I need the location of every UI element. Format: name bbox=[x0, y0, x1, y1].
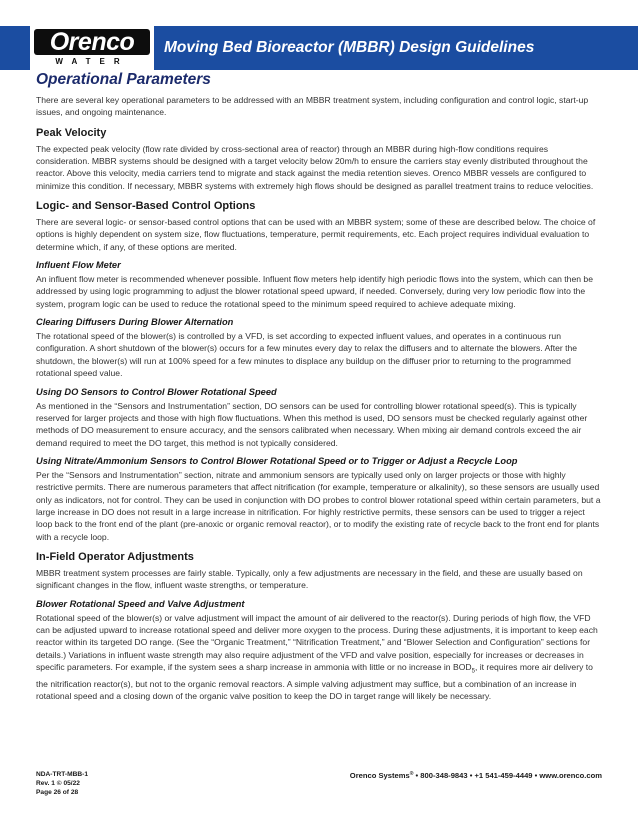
clearing-diffusers-paragraph: The rotational speed of the blower(s) is controlled by a VFD, is set according to expected influent values, and operates in a continuous run configuration. A short shutdown of the blower(s) occurs for a few minutes every day to relax the diffusers and to alternate the blowers. After the shutdown, the blower(s) will run at 100% speed for a few minutes to displace any buildup on the diffuser prior to returning to the programmed rotational speed value. bbox=[36, 331, 578, 379]
nitrate-sensors-heading: Using Nitrate/Ammonium Sensors to Control Blower Rotational Speed or to Trigger or Adjust a Recycle Loop bbox=[36, 455, 518, 466]
bod-subscript: 5 bbox=[471, 668, 475, 675]
logo-subtext: WATER bbox=[55, 57, 129, 66]
do-sensors-paragraph: As mentioned in the “Sensors and Instrumentation” section, DO sensors can be used for controlling blower rotational speed(s). This is typically reserved for larger projects and those with high flow fluctuations. When this method is used, DO sensors must be checked regularly against other methods of DO measurement to ensure accuracy, and the sensors calibrated when necessary. When mixing air demand controls exceed the air demand required to meet the DO target, this method is not typically considered. bbox=[36, 400, 588, 448]
footer-company: Orenco Systems bbox=[349, 771, 410, 780]
registered-mark: ® bbox=[409, 771, 414, 777]
blower-adjust-paragraph bbox=[36, 612, 602, 703]
control-options-paragraph: There are several logic- or sensor-based control options that can be used with an MBBR system; some of these are described below. The choice of options is highly dependent on system size, flow fluctuations, temperature, permit requirements, etc. Each project requires individual evaluation to determine which, if any, of these options are merited. bbox=[36, 217, 596, 252]
footer-contact bbox=[350, 771, 602, 780]
page-content bbox=[36, 69, 602, 703]
footer-revision: Rev. 1 © 05/22 bbox=[36, 780, 80, 787]
document-title: Moving Bed Bioreactor (MBBR) Design Guidelines bbox=[164, 39, 535, 56]
do-sensors-heading: Using DO Sensors to Control Blower Rotational Speed bbox=[36, 386, 277, 397]
infield-heading: In-Field Operator Adjustments bbox=[36, 550, 194, 563]
blower-adjust-text-b: , it requires more air delivery to the nitrification reactor(s), but not to the organic removal reactors. A simple valving adjustment may suffice, but a combination of an increase in rotational speed and a closing down of the organic valve position to keep the DO in target range will likely be necessary. bbox=[36, 662, 593, 702]
influent-flow-heading: Influent Flow Meter bbox=[36, 260, 121, 271]
peak-velocity-heading: Peak Velocity bbox=[36, 126, 107, 139]
clearing-diffusers-heading: Clearing Diffusers During Blower Alternation bbox=[36, 317, 234, 328]
footer-page-number: Page 26 of 28 bbox=[36, 789, 79, 796]
influent-flow-paragraph: An influent flow meter is recommended whenever possible. Influent flow meters help identify high periodic flows into the system, which can then be addressed by using logic programming to adjust the blower rotational speed upward, if needed. Conversely, during very low periodic flow into the system, program logic can be used to reduce the rotational speed to the minimum speed required to achieve adequate mixing. bbox=[36, 274, 593, 309]
nitrate-sensors-paragraph: Per the “Sensors and Instrumentation” section, nitrate and ammonium sensors are typically used only on larger projects or those with highly restrictive permits. There are numerous parameters that affect nitrification (for example, temperature or alkalinity), so these sensors are usually used only as indicators, not for control. They can be used in conjunction with DO probes to control blower rotational speed within certain parameters, but a large increase in DO does not result in a large increase in nitrification. For highly restrictive permits, these sensors can be used to trigger a reject loop back to the front end of the plant (pre-anoxic or organic removal reactor), or to modify the existing rate of recycle back to the front end for plants with a recycle loop. bbox=[36, 469, 601, 542]
peak-velocity-paragraph: The expected peak velocity (flow rate divided by cross-sectional area of reactor) through an MBBR during high-flow conditions requires consideration. MBBR systems should be designed with a target velocity below 20m/h to ensure the carriers stay evenly distributed throughout the reactor. Above this velocity, media carriers tend to migrate and stack against the media retention sieves. Orenco MBBR vessels are configured to minimize this condition. If necessary, MBBR systems with extremely high flows should be designed as parallel treatment trains to reduce velocities. bbox=[36, 143, 594, 191]
footer-contact-details: • 800-348-9843 • +1 541-459-4449 • www.orenco.com bbox=[413, 771, 602, 780]
header-banner bbox=[0, 26, 638, 70]
infield-paragraph: MBBR treatment system processes are fairly stable. Typically, only a few adjustments are necessary in the field, and these are usually based on significant changes in the flow, influent waste strengths, or temperature. bbox=[36, 567, 583, 591]
blower-adjust-heading: Blower Rotational Speed and Valve Adjustment bbox=[36, 598, 245, 609]
footer-document-info bbox=[36, 770, 88, 797]
footer-doc-id: NDA-TRT-MBB-1 bbox=[36, 771, 89, 778]
blower-adjust-text-a: Rotational speed of the blower(s) or valve adjustment will impact the amount of air delivered to the reactor(s). During periods of high flow, the VFD can be adjusted upward to increase rotational speed and deliver more oxygen to the process. During these adjustments, it is important to keep each reactor within its targeted DO range. (See the “Organic Treatment,” “Nitrification Treatment,” and “Blower Selection and Configuration” sections for details.) Variations in influent waste strength may also require adjustment of the VFD and valve position, especially for increases or decreases in specific parameters. For example, if the system sees a sharp increase in ammonia with little or no increase in BOD bbox=[36, 612, 598, 672]
control-options-heading: Logic- and Sensor-Based Control Options bbox=[36, 200, 256, 213]
orenco-logo: Orenco bbox=[34, 29, 150, 55]
section-title: Operational Parameters bbox=[36, 71, 211, 88]
intro-paragraph: There are several key operational parameters to be addressed with an MBBR treatment system, including configuration and control logic, start-up issues, and ongoing maintenance. bbox=[36, 95, 589, 118]
